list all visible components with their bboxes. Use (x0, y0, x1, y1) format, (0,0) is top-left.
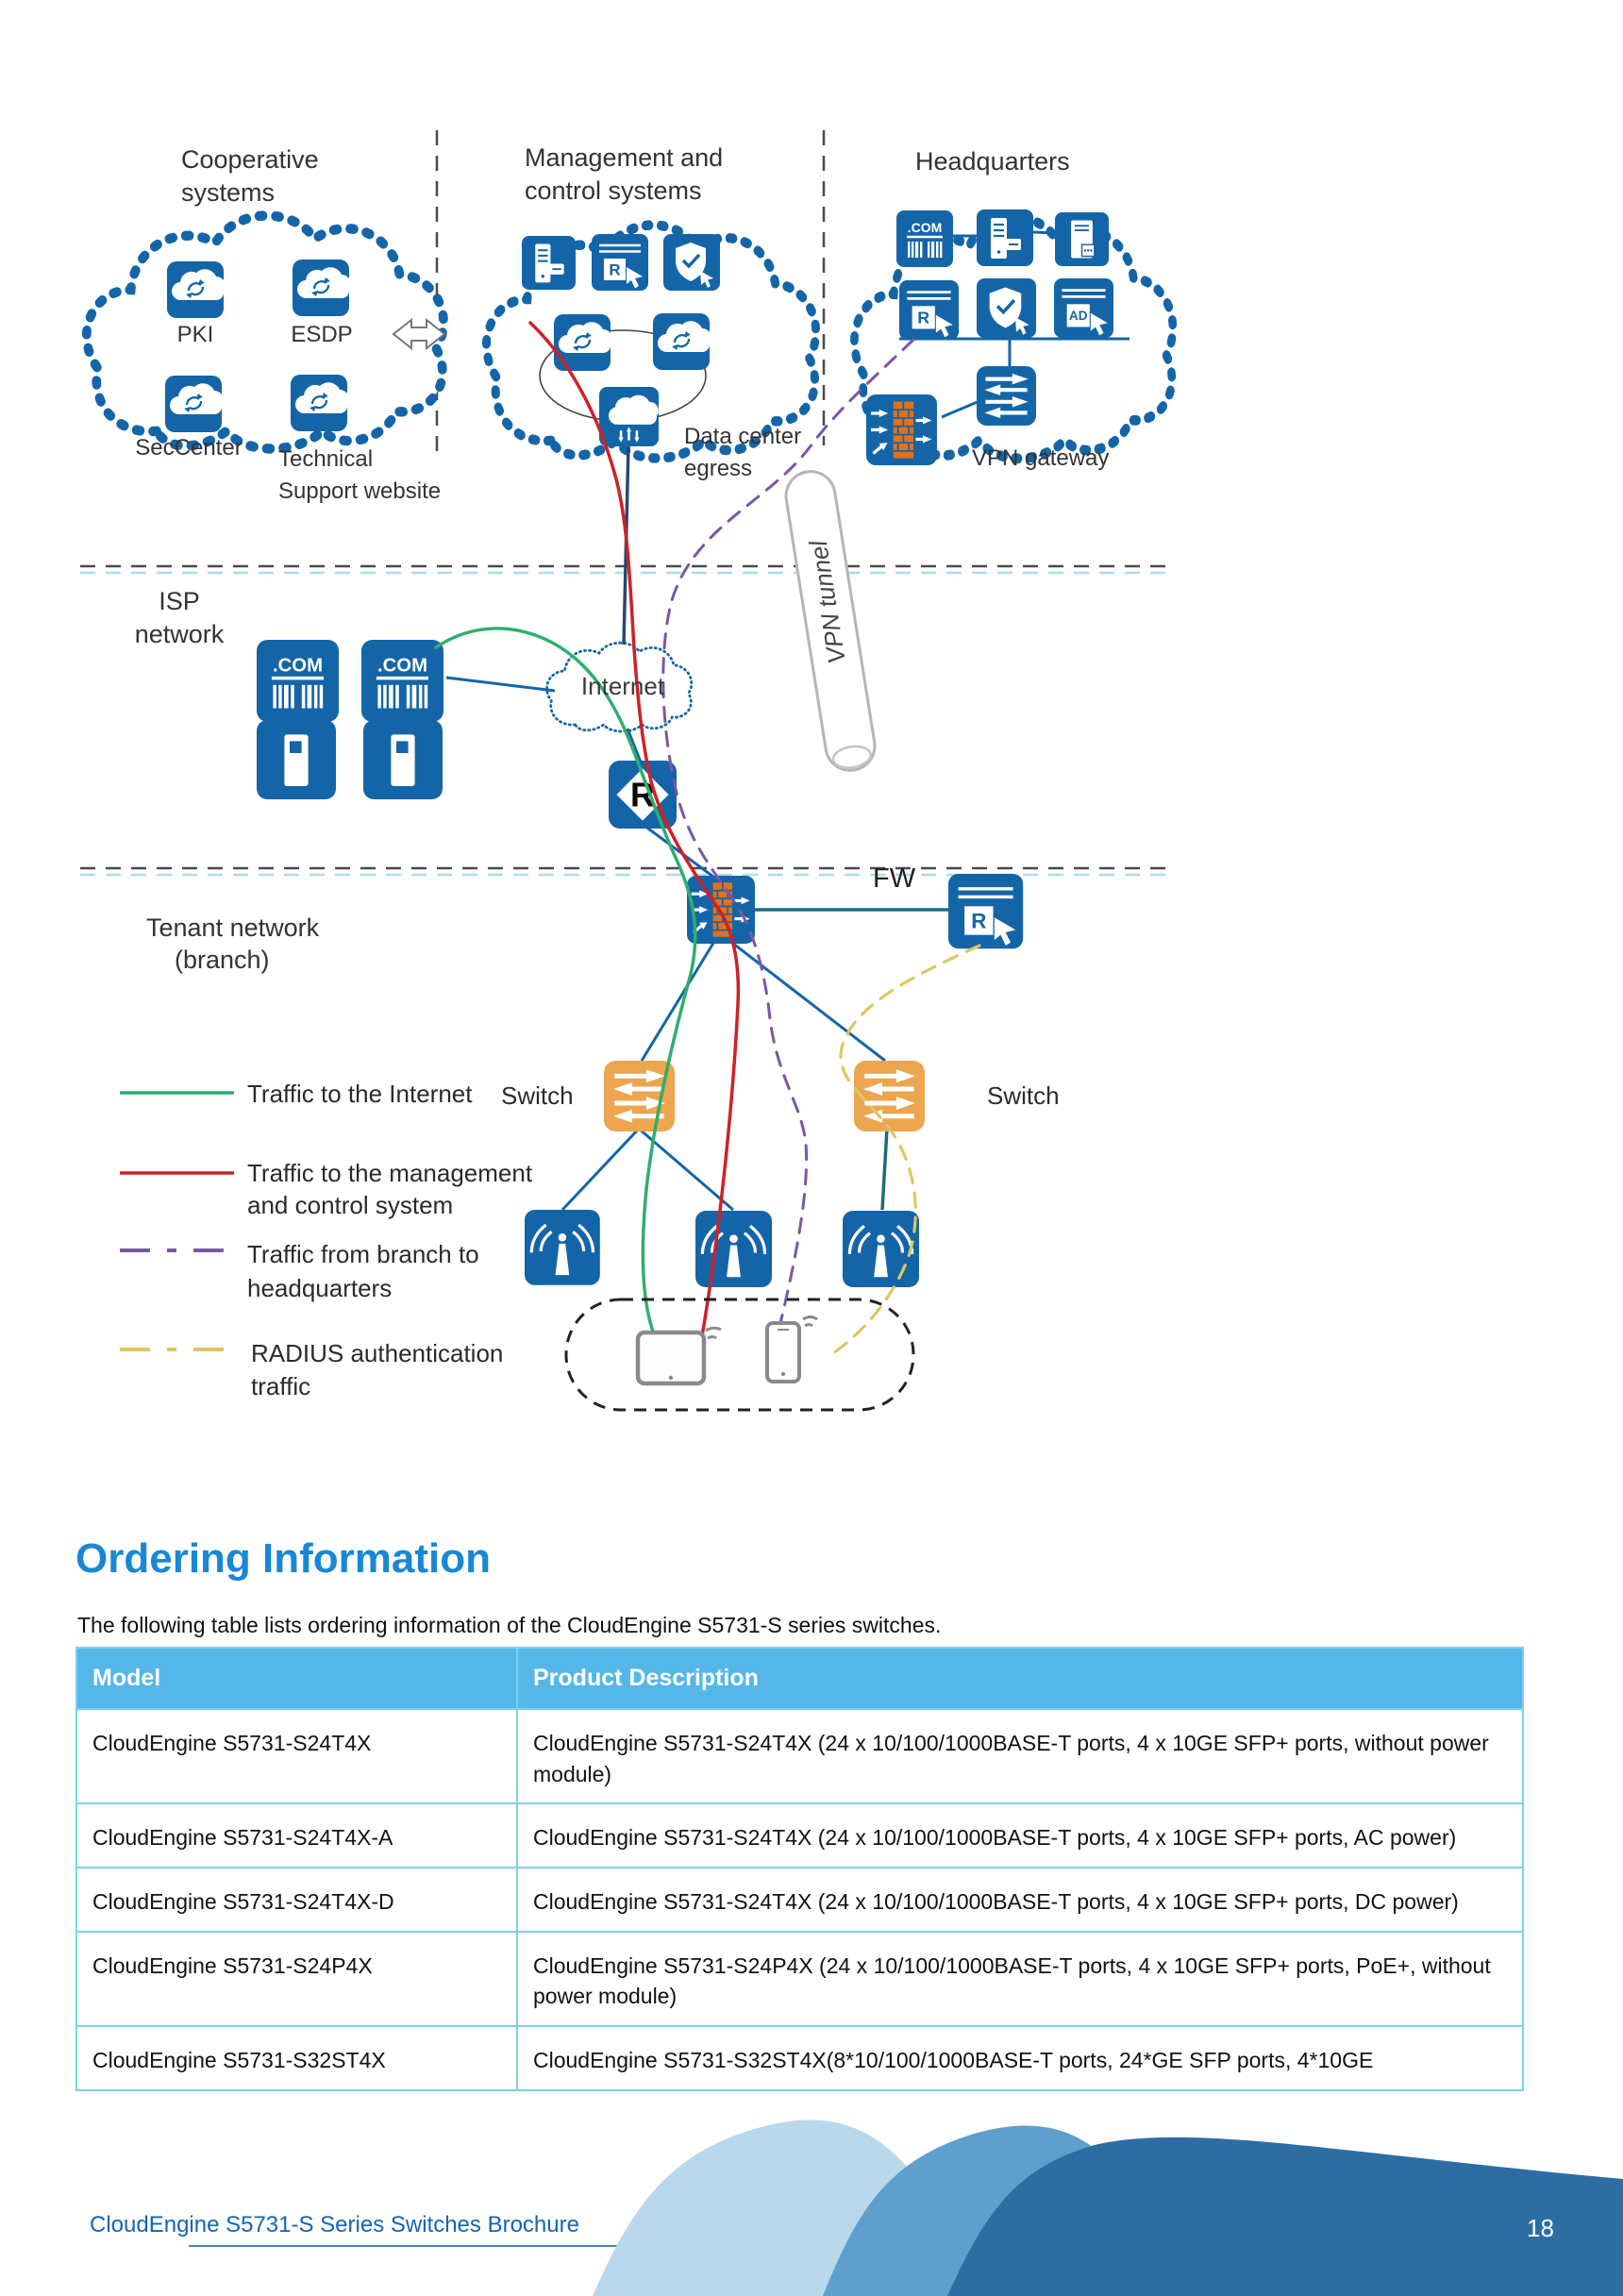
network-diagram: .COM R R AD R R VPN tunnel Cooperative systems Management and control systems Headquarters PKI ESDP SecCenter Technical Support website Data center egress VPN gateway ISP network Internet Tenant network (branch) FW Switch Switch Traffic to the Internet Traffic to the management and control system Traffic from branch to headquarters RADIUS authentication traffic (75, 75, 1180, 1472)
table-row (76, 1932, 1523, 2026)
legend-text-red-2: and control system (247, 1191, 454, 1219)
internet-label: Internet (580, 672, 665, 700)
isp-label-1: ISP (159, 587, 200, 615)
page-title: Ordering Information (75, 1535, 491, 1583)
traffic-line-yellow (830, 946, 979, 1355)
vpn-tunnel-label: VPN tunnel (803, 538, 851, 666)
table-row (76, 2026, 1523, 2090)
model-cell: CloudEngine S5731-S24P4X (76, 1932, 517, 2026)
isp-com-icon-2 (361, 640, 443, 722)
vpn-gateway-firewall-icon (866, 394, 937, 465)
table-header-row (76, 1648, 1523, 1709)
model-cell: CloudEngine S5731-S24T4X (76, 1709, 517, 1803)
tenant-label-1: Tenant network (146, 913, 320, 942)
datacenter-egress-icon (599, 387, 659, 446)
techsupport-label-2: Support website (278, 478, 442, 504)
mgmt-shield-icon (663, 234, 720, 291)
legend-text-yellow-1: RADIUS authentication (251, 1339, 504, 1367)
isp-server-icon-2 (363, 720, 443, 799)
legend-text-red-1: Traffic to the management (247, 1159, 533, 1187)
techsupport-node-icon (291, 375, 349, 431)
techsupport-label-1: Technical (278, 446, 374, 472)
switch-right-label: Switch (987, 1081, 1060, 1110)
esdp-node-icon (293, 260, 351, 316)
hq-browser-letter: R (917, 308, 930, 327)
table-row (76, 1803, 1523, 1868)
ap-icon-left (525, 1210, 600, 1285)
link-com-internet (446, 678, 555, 691)
model-column-header: Model (76, 1648, 517, 1709)
management-label-1: Management and (525, 143, 724, 172)
datacenter-label-2: egress (684, 456, 753, 481)
headquarters-label: Headquarters (915, 147, 1070, 176)
ordering-table (75, 1647, 1524, 2091)
mgmt-server-icon (522, 236, 576, 290)
esdp-label: ESDP (291, 322, 353, 347)
footer-wave-graphic (0, 2088, 1623, 2296)
footer-doc-title[interactable]: CloudEngine S5731-S Series Switches Brochure (90, 2212, 579, 2237)
cooperative-label-2: systems (181, 178, 276, 207)
seccenter-node-icon (165, 376, 224, 432)
fw-label: FW (873, 863, 916, 894)
hq-database-icon (1055, 212, 1109, 266)
switch-left-icon (604, 1061, 675, 1131)
link-internet-router (627, 729, 642, 764)
cooperative-label-1: Cooperative (181, 145, 319, 174)
hq-browser-r-icon (899, 280, 959, 340)
seccenter-label: SecCenter (135, 435, 243, 461)
vpn-gateway-label: VPN gateway (972, 445, 1110, 471)
switch-left-label: Switch (501, 1081, 574, 1110)
legend-text-purple-2: headquarters (247, 1274, 393, 1302)
hq-shield-icon (977, 278, 1036, 338)
intro-text: The following table lists ordering information of the CloudEngine S5731-S series switches. (77, 1613, 942, 1637)
model-cell: CloudEngine S5731-S24T4X-A (76, 1803, 517, 1868)
switch-right-icon (854, 1061, 925, 1131)
description-cell: CloudEngine S5731-S24T4X (24 x 10/100/1000BASE-T ports, 4 x 10GE SFP+ ports, DC power) (517, 1868, 1523, 1932)
description-column-header: Product Description (517, 1648, 1523, 1709)
isp-server-icon-1 (257, 720, 336, 799)
hq-browser-ad-icon (1054, 278, 1113, 338)
link-switch-ap-left (562, 1129, 639, 1210)
mgmt-cloud-sync-icon (653, 313, 711, 370)
table-row (76, 1709, 1523, 1803)
isp-com-icon-1 (257, 640, 339, 722)
management-label-2: control systems (525, 176, 702, 205)
tablet-icon (638, 1328, 721, 1383)
description-cell: CloudEngine S5731-S24T4X (24 x 10/100/1000BASE-T ports, 4 x 10GE SFP+ ports, AC power) (517, 1803, 1523, 1868)
cooperative-cloud (87, 215, 443, 448)
legend (120, 1080, 533, 1400)
page-number: 18 (1527, 2214, 1554, 2242)
ap-icon-right (843, 1211, 919, 1287)
link-switch-ap-right (882, 1129, 887, 1210)
model-cell: CloudEngine S5731-S32ST4X (76, 2026, 517, 2090)
router-letter: R (630, 775, 655, 814)
model-cell: CloudEngine S5731-S24T4X-D (76, 1868, 517, 1932)
pki-label: PKI (176, 322, 214, 347)
phone-icon (767, 1317, 817, 1383)
mgmt-browser-letter: R (609, 260, 621, 279)
description-cell: CloudEngine S5731-S24P4X (24 x 10/100/1000BASE-T ports, 4 x 10GE SFP+ ports, PoE+, without power module) (517, 1932, 1523, 2026)
isp-label-2: network (134, 620, 225, 648)
mgmt-browser-r-icon (592, 234, 648, 291)
hq-browser-ad-letter: AD (1068, 309, 1088, 324)
tenant-browser-letter: R (971, 909, 987, 933)
legend-text-green: Traffic to the Internet (247, 1080, 473, 1108)
legend-text-purple-1: Traffic from branch to (247, 1240, 479, 1268)
ap-icon-mid (695, 1211, 772, 1287)
hq-com-icon (896, 210, 953, 267)
client-devices-group (566, 1299, 913, 1410)
hq-switch-icon (977, 366, 1036, 426)
vpn-tunnel (782, 468, 878, 774)
description-cell: CloudEngine S5731-S24T4X (24 x 10/100/1000BASE-T ports, 4 x 10GE SFP+ ports, without power module) (517, 1709, 1523, 1803)
tenant-browser-r-icon (948, 874, 1023, 948)
link-firewall-switch-right (728, 940, 885, 1061)
link-hq-server-db (1033, 232, 1057, 233)
description-cell: CloudEngine S5731-S32ST4X(8*10/100/1000BASE-T ports, 24*GE SFP ports, 4*10GE (517, 2026, 1523, 2090)
hq-server-icon (977, 209, 1033, 266)
pki-node-icon (167, 261, 226, 318)
datacenter-label-1: Data center (684, 424, 802, 449)
link-firewall-switch-left (642, 940, 715, 1061)
order-table-body (76, 1709, 1523, 2090)
tenant-label-2: (branch) (175, 946, 270, 974)
table-row (76, 1868, 1523, 1932)
legend-text-yellow-2: traffic (251, 1372, 311, 1400)
